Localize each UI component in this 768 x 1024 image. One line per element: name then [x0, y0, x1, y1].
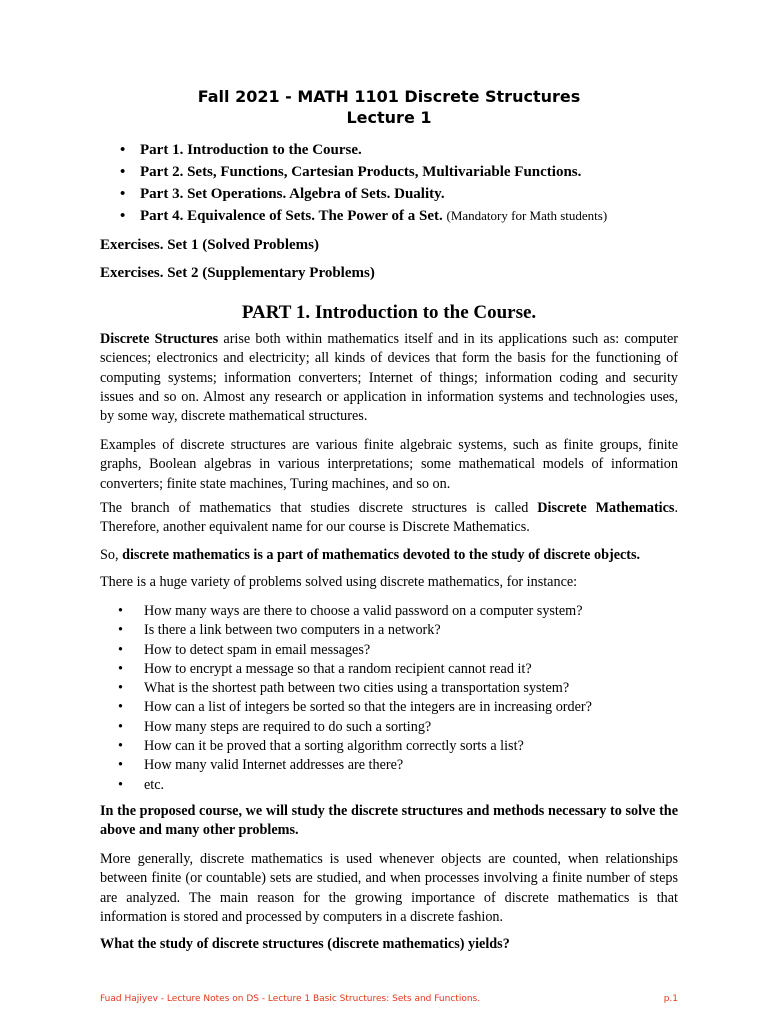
toc-item: • Part 3. Set Operations. Algebra of Sets. Duality. [100, 183, 607, 205]
page-number: p.1 [663, 994, 678, 1004]
list-item: • How to detect spam in email messages? [100, 641, 592, 660]
table-of-contents [100, 139, 607, 227]
paragraph-general-use: More generally, discrete mathematics is used whenever objects are counted, when relationships between finite (or countable) sets are studied, and when processes involving a finite number of steps are analyzed. The main reason for the growing importance of discrete mathematics is that information is stored and processed by computers in a discrete fashion. [100, 851, 678, 925]
bullet-icon: • [120, 208, 126, 224]
document-title: Fall 2021 - MATH 1101 Discrete Structures [197, 87, 581, 106]
list-item: • How many valid Internet addresses are there? [100, 756, 592, 775]
list-item: • How to encrypt a message so that a random recipient cannot read it? [100, 660, 592, 679]
list-item: • How can it be proved that a sorting algorithm correctly sorts a list? [100, 737, 592, 756]
footer-credit: Fuad Hajiyev - Lecture Notes on DS - Lecture 1 Basic Structures: Sets and Functions. [100, 994, 481, 1004]
exercises-set-2: Exercises. Set 2 (Supplementary Problems) [100, 265, 375, 281]
page-footer [100, 994, 678, 1008]
paragraph-course-goal: In the proposed course, we will study the discrete structures and methods necessary to solve the above and many other problems. [100, 803, 678, 839]
exercises-set-1: Exercises. Set 1 (Solved Problems) [100, 237, 320, 253]
list-item: • Is there a link between two computers in a network? [100, 621, 592, 640]
toc-item: • Part 2. Sets, Functions, Cartesian Products, Multivariable Functions. [100, 161, 607, 183]
list-item: • How many ways are there to choose a valid password on a computer system? [100, 602, 592, 621]
questions-list [100, 602, 592, 795]
bullet-icon: • [118, 622, 123, 639]
list-item: • etc. [100, 776, 592, 795]
bullet-icon: • [118, 776, 123, 793]
list-item: • What is the shortest path between two cities using a transportation system? [100, 679, 592, 698]
bullet-icon: • [118, 718, 123, 735]
paragraph-variety: There is a huge variety of problems solved using discrete mathematics, for instance: [100, 574, 578, 590]
paragraph-question-heading: What the study of discrete structures (discrete mathematics) yields? [100, 936, 510, 952]
paragraph-definition: So, discrete mathematics is a part of mathematics devoted to the study of discrete objects. [100, 547, 641, 563]
bullet-icon: • [118, 757, 123, 774]
list-item: • How many steps are required to do such a sorting? [100, 718, 592, 737]
bullet-icon: • [120, 186, 126, 202]
bullet-icon: • [118, 738, 123, 755]
bullet-icon: • [118, 641, 123, 658]
bullet-icon: • [118, 680, 123, 697]
paragraph-examples: Examples of discrete structures are various finite algebraic systems, such as finite groups, finite graphs, Boolean algebras in various interpretations; some mathematical models of information converters; finite state machines, Turing machines, and so on. [100, 437, 678, 492]
bullet-icon: • [118, 660, 123, 677]
bullet-icon: • [120, 164, 126, 180]
bullet-icon: • [118, 603, 123, 619]
paragraph-intro: Discrete Structures arise both within mathematics itself and in its applications such as: computer sciences; electronics and electricity; all kinds of devices that form the basis for the functioning of computing systems; information converters; Internet of things; information coding and security issues and so on. Almost any research or application in information systems and technologies uses, by some way, discrete mathematical structures. [100, 331, 678, 425]
part-heading: PART 1. Introduction to the Course. [241, 302, 537, 323]
bullet-icon: • [118, 699, 123, 716]
lecture-number: Lecture 1 [346, 108, 432, 127]
bullet-icon: • [120, 142, 126, 158]
toc-item: • Part 1. Introduction to the Course. [100, 139, 607, 161]
toc-item: • Part 4. Equivalence of Sets. The Power of a Set. (Mandatory for Math students) [100, 205, 607, 227]
paragraph-branch: The branch of mathematics that studies discrete structures is called Discrete Mathematics. Therefore, another equivalent name for our course is Discrete Mathematics. [100, 500, 678, 536]
toc-note: (Mandatory for Math students) [446, 208, 608, 223]
list-item: • How can a list of integers be sorted so that the integers are in increasing order? [100, 698, 592, 717]
